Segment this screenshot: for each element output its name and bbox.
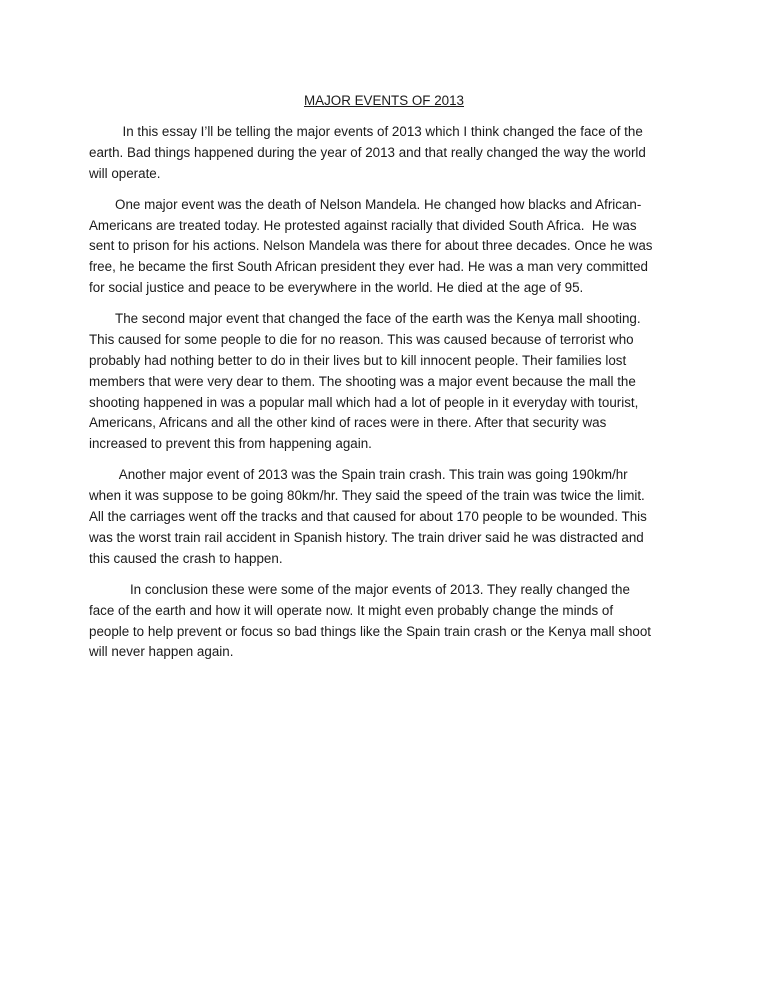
text-line: Americans, Africans and all the other kind of races were in there. After that security was (89, 415, 607, 431)
text-line: Americans are treated today. He protested against racially that divided South Africa. He was (89, 217, 637, 233)
text-line: will operate. (89, 165, 161, 181)
document-body (89, 122, 679, 674)
paragraph-indent (89, 311, 115, 326)
paragraph-indent (89, 124, 122, 139)
text-line: One major event was the death of Nelson Mandela. He changed how blacks and African- (115, 196, 642, 212)
text-line: this caused the crash to happen. (89, 550, 283, 566)
paragraph-kenya-mall (89, 309, 679, 455)
text-line: was the worst train rail accident in Spanish history. The train driver said he was distracted and (89, 529, 644, 545)
text-line: All the carriages went off the tracks and that caused for about 170 people to be wounded. This (89, 509, 647, 525)
text-line: face of the earth and how it will operate now. It might even probably change the minds of (89, 602, 614, 618)
paragraph-spain-train (89, 465, 679, 569)
paragraph-indent (89, 582, 130, 597)
text-line: for social justice and peace to be everywhere in the world. He died at the age of 95. (89, 280, 584, 296)
text-line: The second major event that changed the face of the earth was the Kenya mall shooting. (115, 311, 641, 327)
text-line: Another major event of 2013 was the Spain train crash. This train was going 190km/hr (118, 467, 628, 483)
text-line: earth. Bad things happened during the year of 2013 and that really changed the way the world (89, 144, 646, 160)
paragraph-mandela (89, 195, 679, 299)
text-line: increased to prevent this from happening again. (89, 436, 372, 452)
text-line: shooting happened in was a popular mall which had a lot of people in it everyday with tourist, (89, 394, 639, 410)
text-line: members that were very dear to them. The shooting was a major event because the mall the (89, 373, 636, 389)
text-line: This caused for some people to die for no reason. This was caused because of terrorist who (89, 332, 634, 348)
text-line: people to help prevent or focus so bad things like the Spain train crash or the Kenya mall shoot (89, 623, 652, 639)
document-title: MAJOR EVENTS OF 2013 (304, 93, 464, 108)
text-line: In this essay I’ll be telling the major events of 2013 which I think changed the face of the (122, 124, 643, 139)
paragraph-indent (89, 467, 119, 482)
paragraph-indent (89, 197, 115, 212)
paragraph-intro (89, 122, 679, 184)
text-line: will never happen again. (89, 644, 234, 660)
text-line: when it was suppose to be going 80km/hr. They said the speed of the train was twice the limit. (89, 488, 645, 504)
text-line: sent to prison for his actions. Nelson Mandela was there for about three decades. Once he was (89, 238, 653, 254)
paragraph-conclusion (89, 580, 679, 663)
text-line: probably had nothing better to do in their lives but to kill innocent people. Their families lost (89, 352, 627, 368)
text-line: In conclusion these were some of the major events of 2013. They really changed the (129, 581, 630, 597)
text-line: free, he became the first South African president they ever had. He was a man very committed (89, 259, 648, 275)
